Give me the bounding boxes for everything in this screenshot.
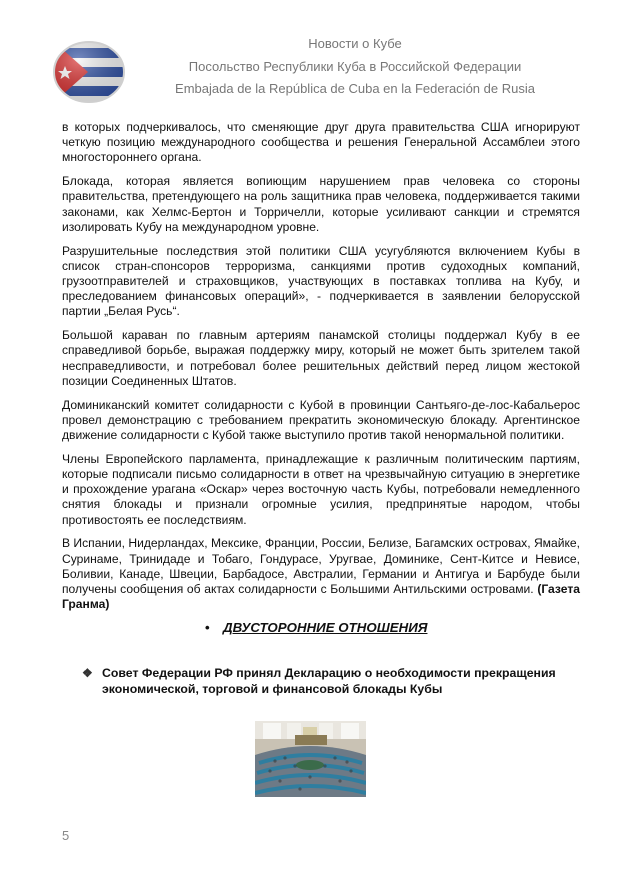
source-citation: (Газета Гранма) bbox=[62, 582, 580, 612]
federation-council-hall-photo bbox=[255, 721, 366, 797]
embassy-logo-cuban-flag-icon bbox=[52, 40, 126, 104]
paragraph: Большой караван по главным артериям панамской столицы поддержал Кубу в ее справедливой борьбе, выражая поддержку миру, который не может быть зрителем такой несправедливости, и потребовал более решительных действий перед лицом жестокой позиции Соединенных Штатов. bbox=[62, 328, 580, 388]
header-title: Новости о Кубе bbox=[308, 36, 402, 51]
paragraph: Разрушительные последствия этой политики США усугубляются включением Кубы в список стран-спонсоров терроризма, санкциями против судоходных компаний, грузоотправителей и страховщиков, участвующих в поставках топлива на Кубу, и преследованием финансовых операций», - подчеркивается в заявлении белорусской партии „Белая Русь“. bbox=[62, 243, 580, 319]
header-embassy-es: Embajada de la República de Cuba en la Federación de Rusia bbox=[175, 81, 535, 96]
paragraph: Блокада, которая является вопиющим нарушением прав человека со стороны правительства, претендующего на роль защитника прав человека, поддерживается такими законами, как Хелмс-Бертон и Торричелли, которые усиливают санкции и стремятся изолировать Кубу на международном уровне. bbox=[62, 174, 580, 234]
paragraph-with-source bbox=[62, 536, 580, 612]
diamond-bullet-icon: ❖ bbox=[82, 666, 93, 680]
paragraph: в которых подчеркивалось, что сменяющие друг друга правительства США игнорируют четкую позицию международного сообщества и решения Генеральной Ассамблеи этого многостороннего органа. bbox=[62, 120, 580, 165]
paragraph-text: В Испании, Нидерландах, Мексике, Франции, России, Белизе, Багамских островах, Ямайке, Суринаме, Тринидаде и Тобаго, Гондурасе, Уругвае, Доминике, Сент-Китсе и Невисе, Боливии, Канаде, Швеции, Барбадосе, Австралии, Германии и Антигуа и Барбуде были получены сообщения об актах солидарности с Большими Антильскими островами. bbox=[62, 536, 580, 597]
article-body bbox=[62, 120, 580, 621]
document-header bbox=[120, 33, 590, 101]
paragraph: Члены Европейского парламента, принадлежащие к различным политическим партиям, которые подписали письмо солидарности в ответ на чрезвычайную ситуацию в энергетике и прохождение урагана «Оскар» через восточную часть Кубы, потребовали немедленного снятия блокады и признали огромные усилия, предпринятые народом, чтобы противостоять ее последствиям. bbox=[62, 451, 580, 527]
page-number: 5 bbox=[62, 828, 70, 843]
section-heading bbox=[205, 620, 505, 635]
bullet-icon: • bbox=[205, 620, 210, 635]
section-title: ДВУСТОРОННИЕ ОТНОШЕНИЯ bbox=[223, 620, 428, 635]
paragraph: Доминиканский комитет солидарности с Кубой в провинции Сантьяго-де-лос-Кабальерос провел демонстрацию с требованием прекратить экономическую блокаду. Аргентинское движение солидарности с Кубой также выступило против такой ненормальной политики. bbox=[62, 397, 580, 443]
header-embassy-ru: Посольство Республики Куба в Российской Федерации bbox=[188, 58, 522, 74]
news-headline: Совет Федерации РФ принял Декларацию о необходимости прекращения экономической, торговой и финансовой блокады Кубы bbox=[102, 666, 556, 696]
news-headline-item bbox=[82, 666, 582, 697]
